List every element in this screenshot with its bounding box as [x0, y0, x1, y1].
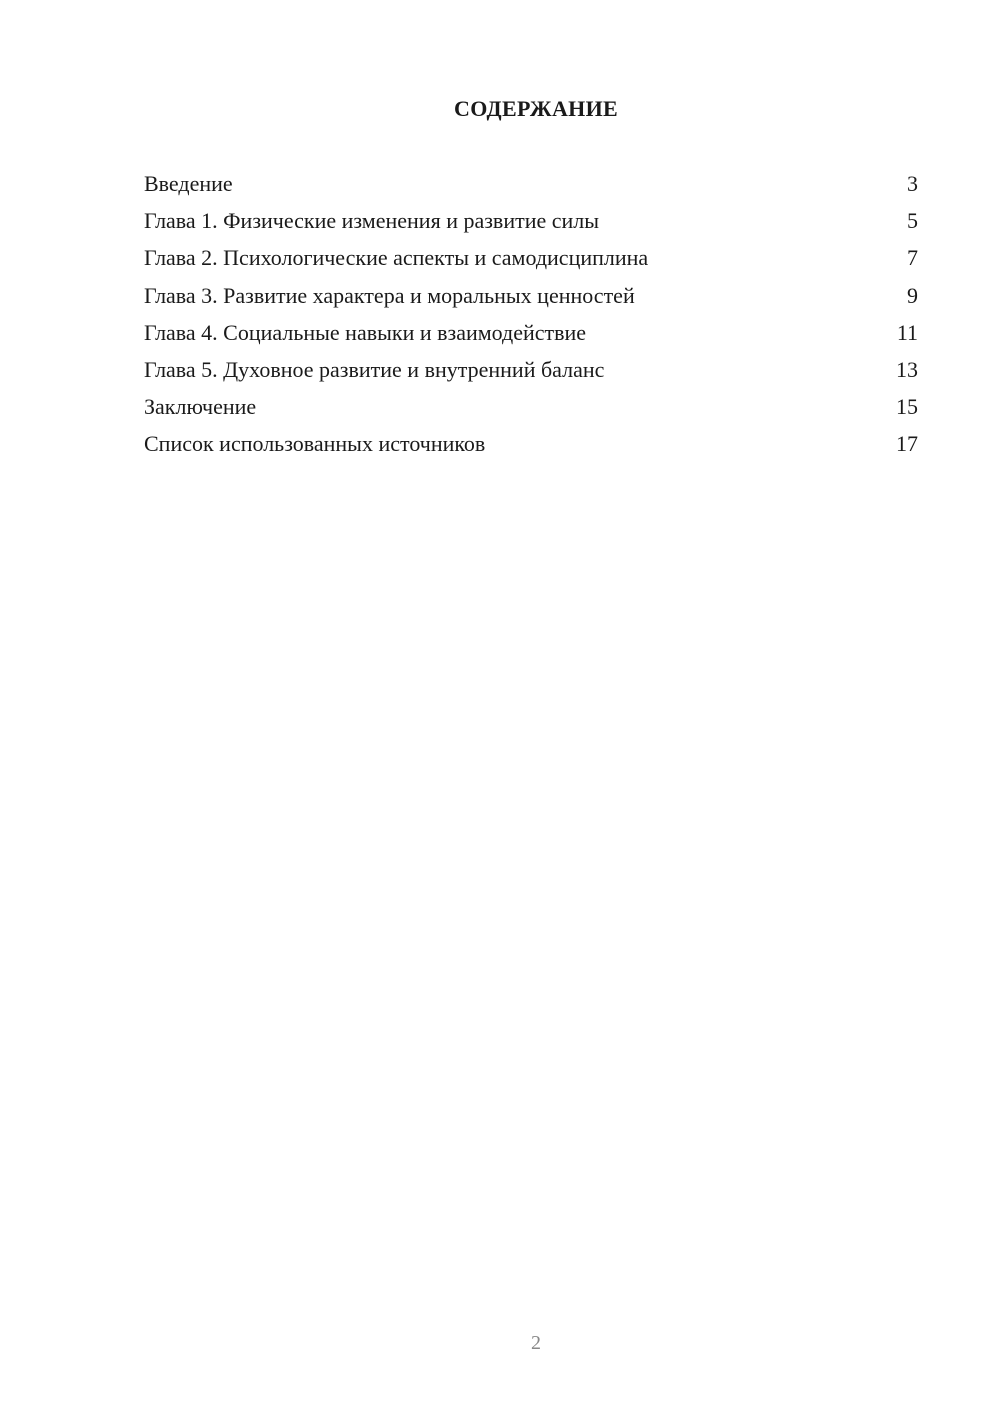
toc-entry-title: Глава 5. Духовное развитие и внутренний баланс [144, 356, 605, 382]
toc-entry-title: Введение [144, 171, 233, 196]
page-number: 2 [531, 1332, 541, 1354]
toc-entry-page: 15 [896, 394, 918, 420]
toc-entry-page: 9 [907, 282, 918, 308]
toc-entry-page: 5 [907, 208, 918, 234]
toc-entry-title: Глава 1. Физические изменения и развитие силы [144, 208, 600, 234]
toc-entry-title: Список использованных источников [144, 431, 486, 457]
toc-entry-page: 17 [896, 431, 918, 457]
toc-entry-title: Глава 2. Психологические аспекты и самодисциплина [144, 245, 649, 271]
toc-entry[interactable] [144, 280, 918, 317]
toc-entry[interactable] [144, 205, 918, 242]
toc-entry[interactable] [144, 168, 918, 205]
toc-entry-title: Глава 4. Социальные навыки и взаимодействие [144, 319, 587, 345]
toc-entry-page: 13 [896, 356, 918, 382]
toc-entry[interactable] [144, 242, 918, 279]
toc-entry-page: 11 [896, 319, 918, 345]
toc-entry[interactable] [144, 354, 918, 391]
toc-entry[interactable] [144, 391, 918, 428]
toc-entry[interactable] [144, 317, 918, 354]
toc-entry-title: Заключение [144, 394, 257, 420]
toc-entry[interactable] [144, 428, 918, 465]
toc-entry-page: 3 [907, 171, 918, 196]
toc-entry-title: Глава 3. Развитие характера и моральных ценностей [144, 282, 635, 308]
page-title: СОДЕРЖАНИЕ [454, 96, 618, 121]
toc-entry-page: 7 [907, 245, 918, 271]
table-of-contents [144, 168, 918, 466]
